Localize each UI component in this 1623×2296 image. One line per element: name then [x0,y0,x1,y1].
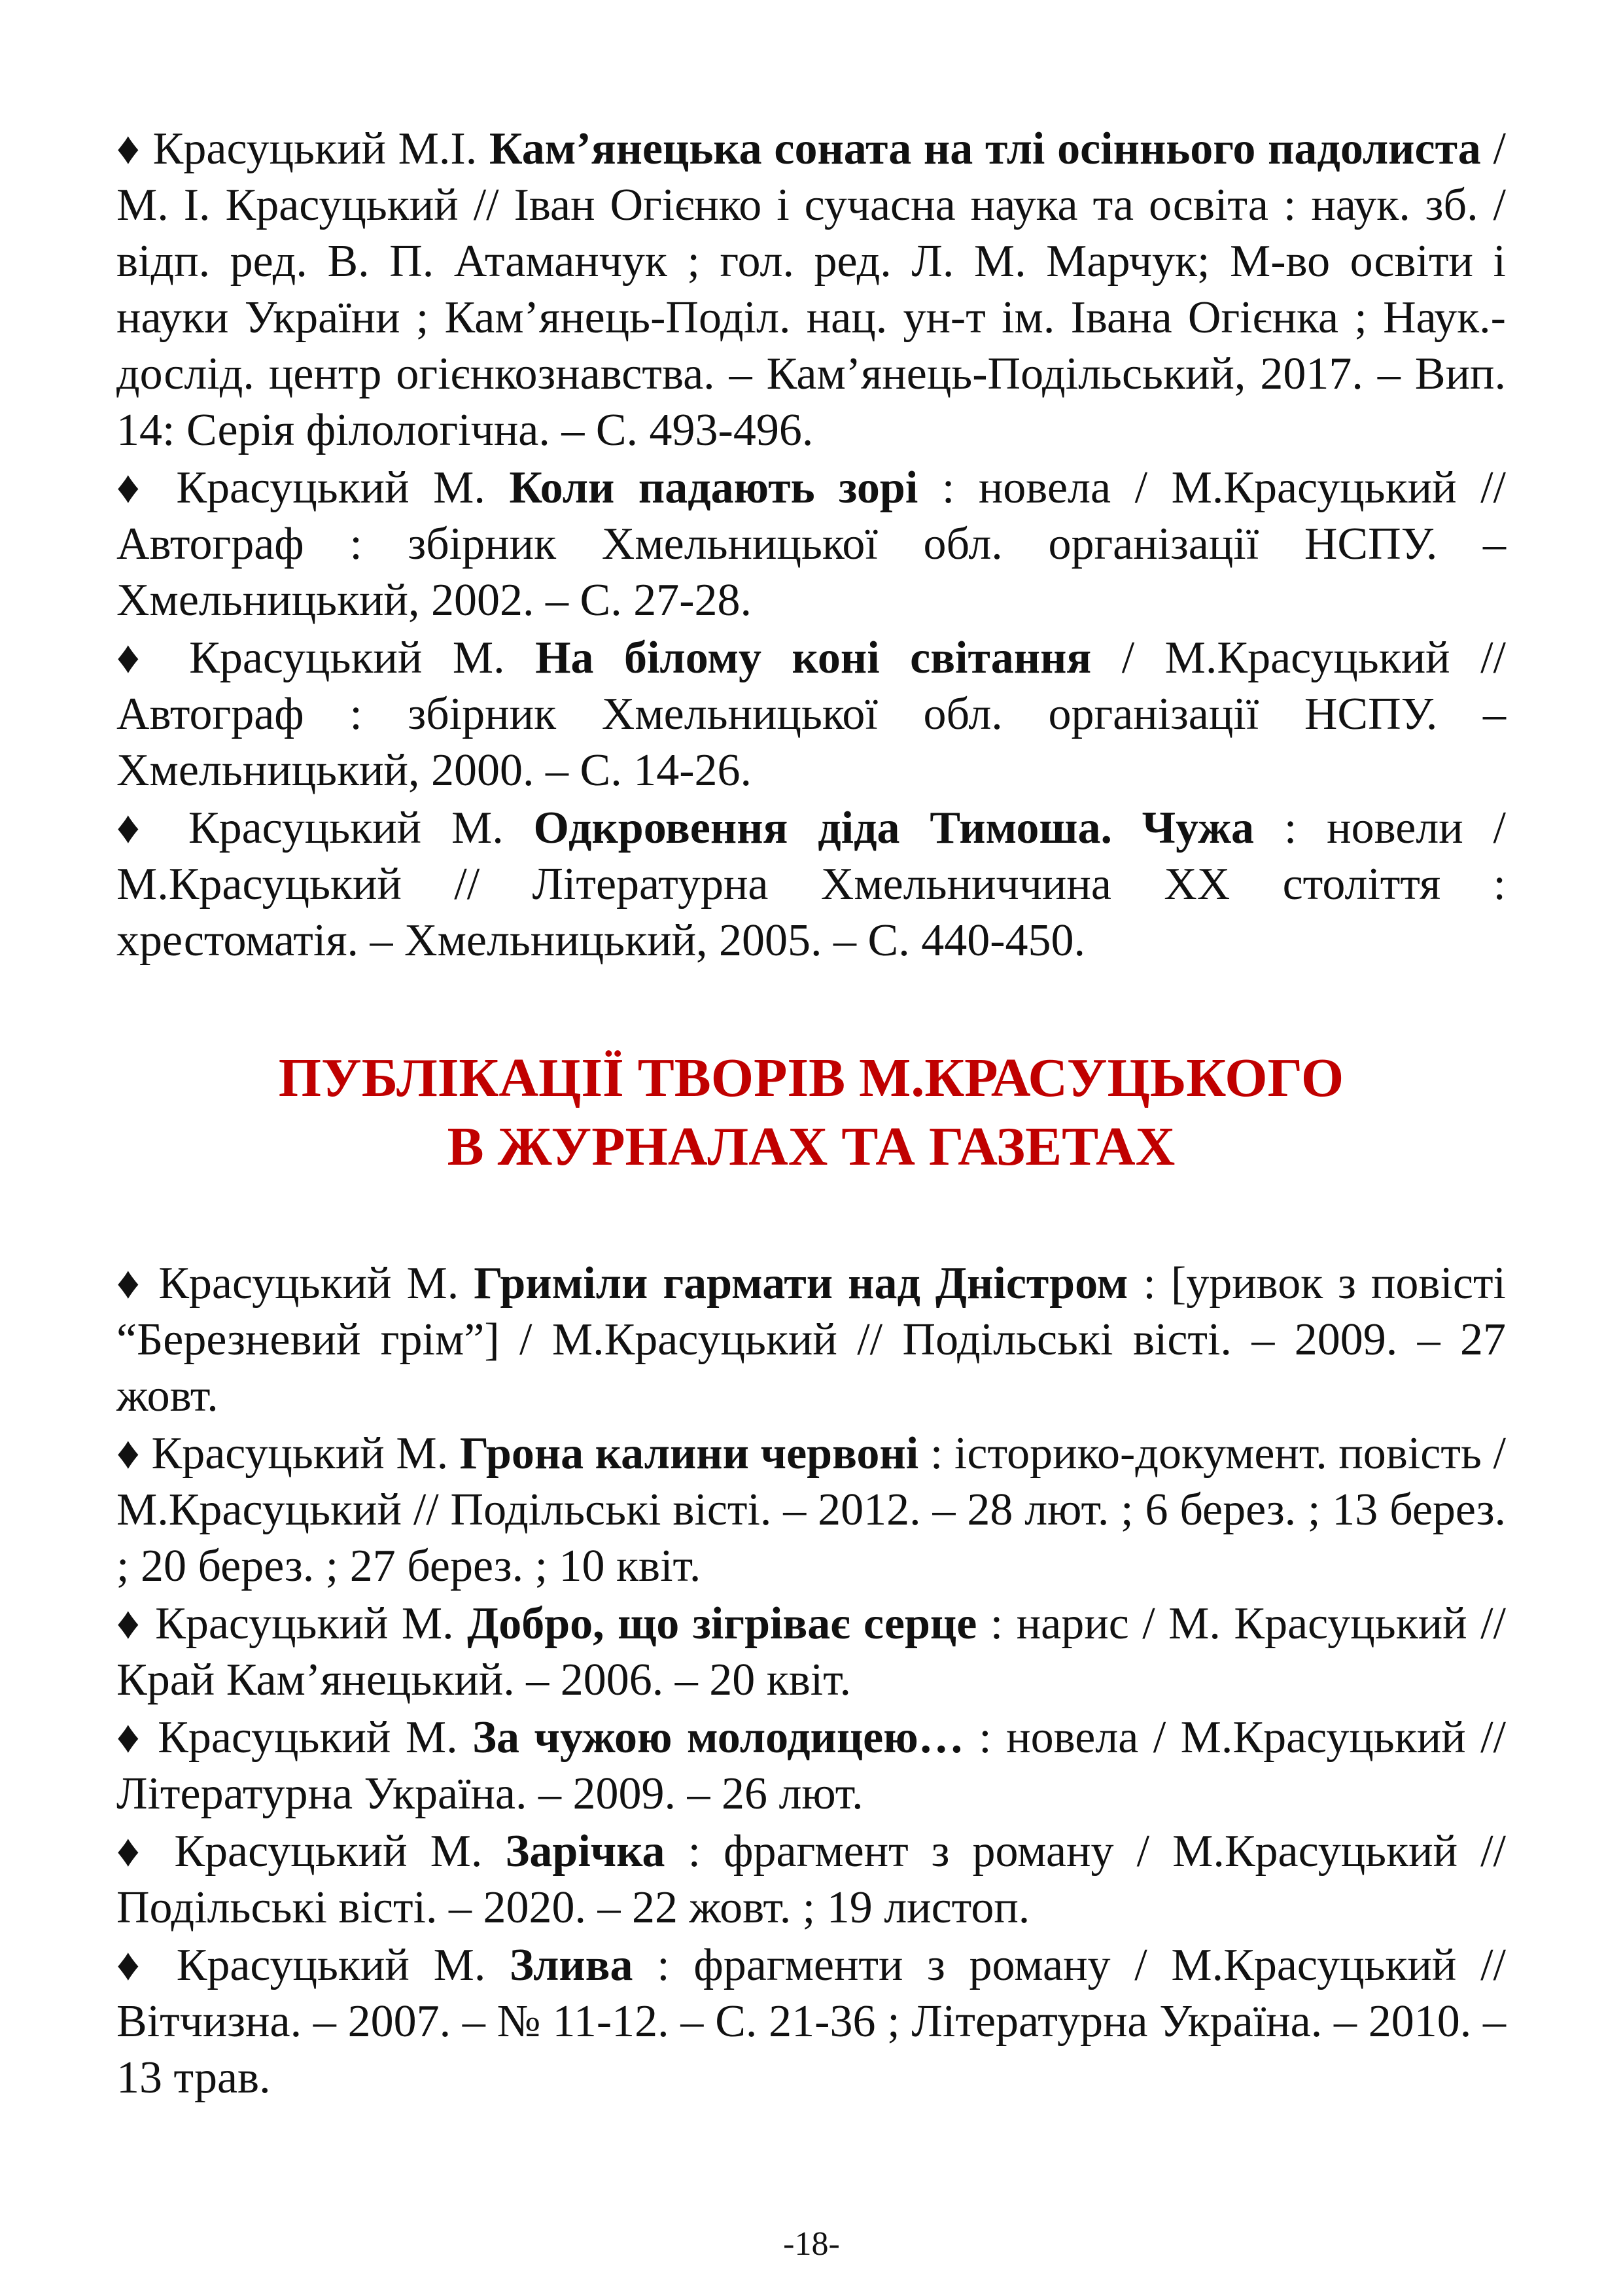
entry-author: ♦ Красуцький М. [116,1428,460,1479]
document-page [116,121,1506,2108]
entry-author: ♦ Красуцький М. [116,1598,468,1649]
entry-author: ♦ Красуцький М. [116,803,534,853]
entry-author: ♦ Красуцький М. [116,633,536,683]
section-heading [116,1044,1506,1181]
entry-title: Кам’янецька соната на тлі осіннього падолиста [489,124,1481,174]
entry-details: : історико-документ. повість / М.Красуцький // Подільські вісті. – 2012. – 28 лют. ; 6 берез. ; 13 берез. ; 20 берез. ; 27 берез. ; 10 квіт. [116,1428,1506,1591]
entry-title: Гриміли гармати над Дністром [474,1258,1128,1309]
bibliography-entry [116,1937,1506,2106]
entry-details: / М.Красуцький // Автограф : збірник Хмельницької обл. організації НСПУ. – Хмельницький, 2000. – С. 14-26. [116,633,1506,796]
section-heading-line-2: В ЖУРНАЛАХ ТА ГАЗЕТАХ [447,1116,1176,1177]
entry-title: Зарічка [505,1826,665,1877]
entry-author: ♦ Красуцький М. [116,1940,510,1990]
bibliography-entry [116,121,1506,459]
entry-details: : новели / М.Красуцький // Літературна Хмельниччина ХХ століття : хрестоматія. – Хмельницький, 2005. – С. 440-450. [116,803,1506,966]
entry-details: : нарис / М. Красуцький // Край Кам’янецький. – 2006. – 20 квіт. [116,1598,1506,1705]
entry-title: Коли падають зорі [509,463,918,513]
entry-author: ♦ Красуцький М.І. [116,124,489,174]
entry-author: ♦ Красуцький М. [116,463,510,513]
bibliography-entry [116,460,1506,629]
bibliography-entry [116,1256,1506,1424]
bibliography-entry [116,630,1506,799]
entry-list-periodicals [116,1256,1506,2106]
entry-title: На білому коні світання [535,633,1092,683]
entry-details: : новела / М.Красуцький // Автограф : збірник Хмельницької обл. організації НСПУ. – Хмельницький, 2002. – С. 27-28. [116,463,1506,626]
entry-author: ♦ Красуцький М. [116,1712,473,1763]
bibliography-entry [116,1710,1506,1822]
entry-title: Злива [510,1940,633,1990]
entry-title: Добро, що зігріває серце [467,1598,977,1649]
entry-details: : фрагменти з роману / М.Красуцький // Вітчизна. – 2007. – № 11-12. – С. 21-36 ; Літературна Україна. – 2010. – 13 трав. [116,1940,1507,2103]
entry-author: ♦ Красуцький М. [116,1258,474,1309]
section-heading-line-1: ПУБЛІКАЦІЇ ТВОРІВ М.КРАСУЦЬКОГО [278,1048,1344,1108]
bibliography-entry [116,1824,1506,1936]
entry-details: : новела / М.Красуцький // Літературна Україна. – 2009. – 26 лют. [116,1712,1506,1819]
page-number: -18- [783,2225,840,2263]
bibliography-entry [116,1426,1506,1595]
entry-title: Одкровення діда Тимоша. Чужа [533,803,1255,853]
entry-list-books [116,121,1506,969]
entry-details: : [уривок з повісті “Березневий грім”] / М.Красуцький // Подільські вісті. – 2009. – 27 жовт. [116,1258,1506,1421]
bibliography-entry [116,800,1506,969]
entry-title: За чужою молодицею… [472,1712,964,1763]
entry-details: / М. І. Красуцький // Іван Огієнко і сучасна наука та освіта : наук. зб. / відп. ред. В. П. Атаманчук ; гол. ред. Л. М. Марчук; М-во освіти і науки України ; Кам’янець-Поділ. нац. ун-т ім. Івана Огієнка ; Наук.-дослід. центр огієнкознавства. – Кам’янець-Подільський, 2017. – Вип. 14: Серія філологічна. – С. 493-496. [116,124,1506,455]
bibliography-entry [116,1596,1506,1708]
entry-author: ♦ Красуцький М. [116,1826,506,1877]
entry-title: Грона калини червоні [459,1428,919,1479]
entry-details: : фрагмент з роману / М.Красуцький // Подільські вісті. – 2020. – 22 жовт. ; 19 листоп. [116,1826,1506,1933]
